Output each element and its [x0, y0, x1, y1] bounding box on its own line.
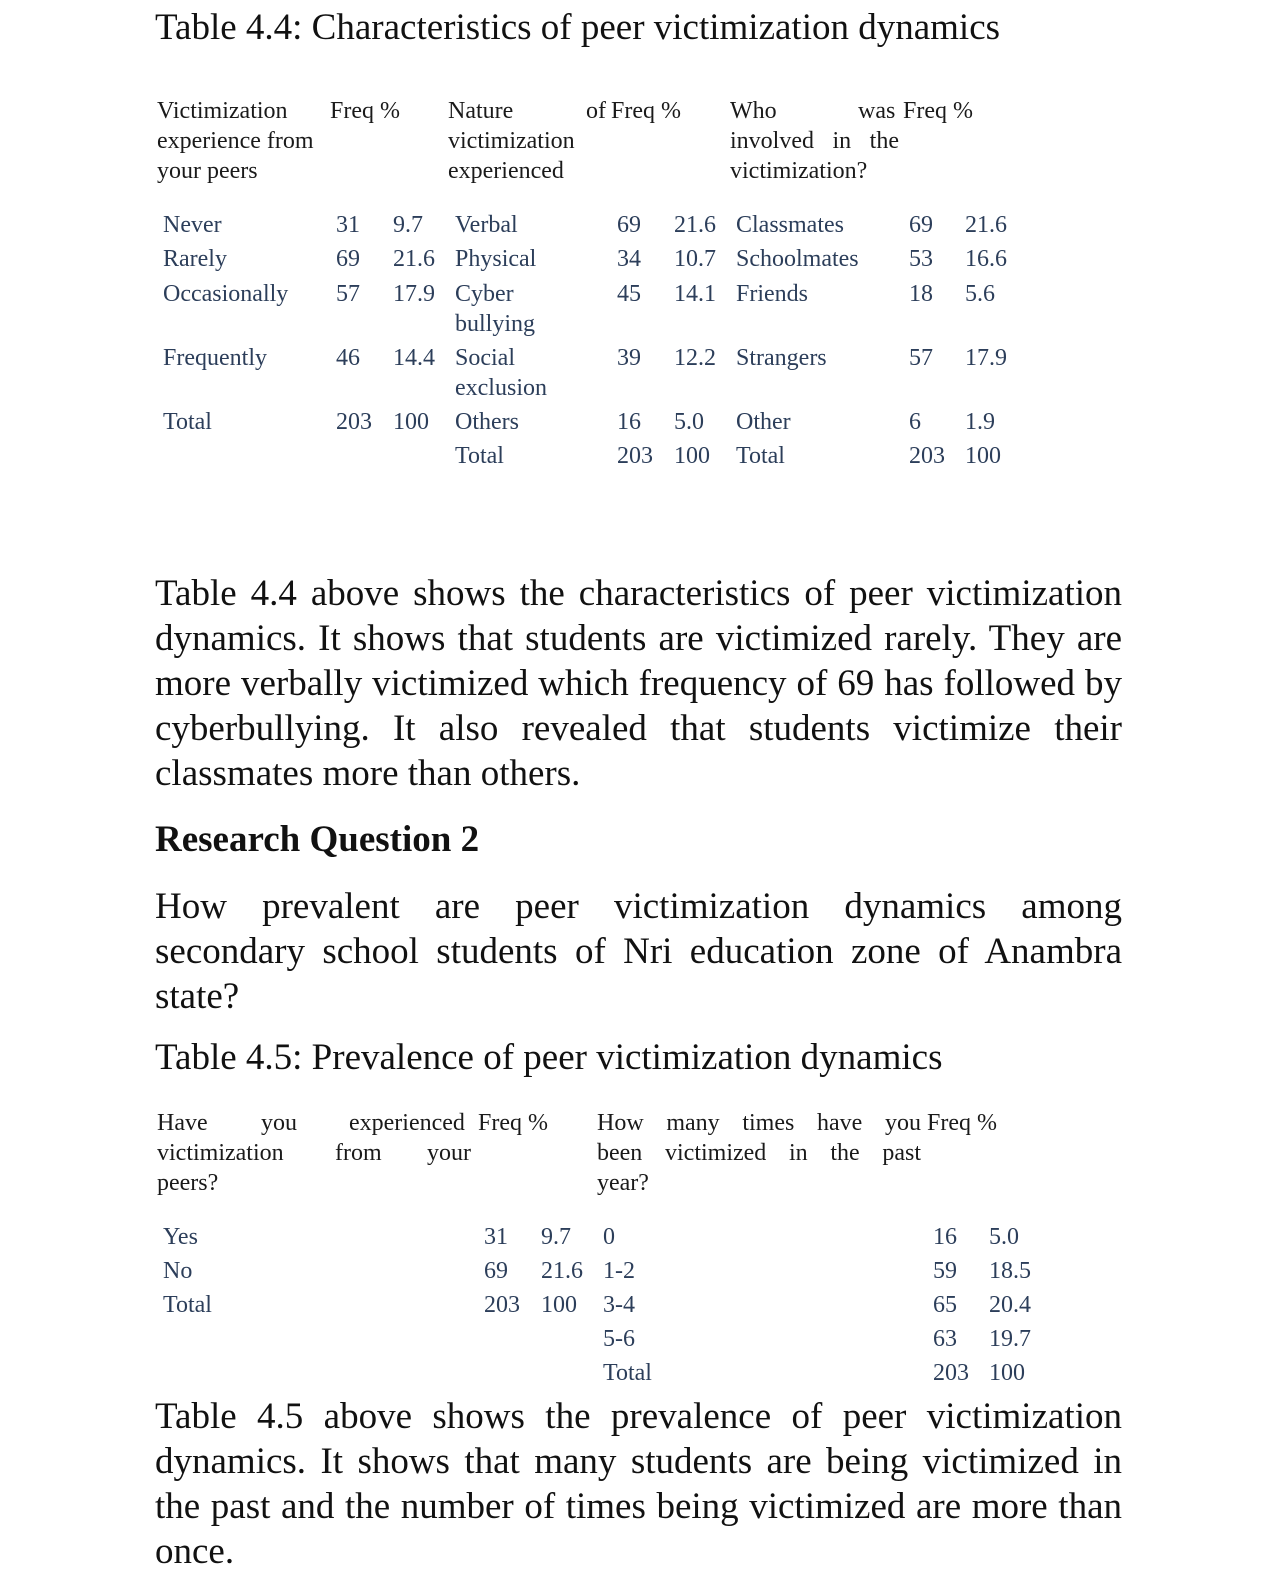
t44-header-freq-pct-3: Freq % [903, 98, 973, 124]
t44-c1-freq: 69 [336, 246, 360, 272]
t44-c2-label-line1: Cyber [455, 281, 514, 307]
t45-c2-pct: 18.5 [989, 1258, 1031, 1284]
t45-c1-pct: 9.7 [541, 1224, 571, 1250]
t45-c1-pct: 21.6 [541, 1258, 583, 1284]
paragraph-table-4-5-summary: Table 4.5 above shows the prevalence of peer victimization dynamics. It shows that many students are being victimized in the past and the number of times being victimized are more than once. [155, 1396, 1122, 1572]
t44-header-col2-line2: victimization [448, 128, 575, 154]
t44-c2-label-line2: exclusion [455, 375, 547, 401]
t44-header-col2-line1a: Nature [448, 98, 514, 124]
t44-header-col2-line3: experienced [448, 158, 564, 184]
t45-c2-freq: 59 [933, 1258, 957, 1284]
t45-c1-freq: 31 [484, 1224, 508, 1250]
t45-c2-label: Total [603, 1360, 652, 1386]
t45-header-freq-pct-2: Freq % [927, 1110, 997, 1136]
t44-c1-label: Total [163, 409, 212, 435]
t45-header-col2-line2: been victimized in the past [597, 1140, 921, 1166]
t45-c2-freq: 65 [933, 1292, 957, 1318]
t45-c2-label: 5-6 [603, 1326, 635, 1352]
t45-c2-pct: 5.0 [989, 1224, 1019, 1250]
t44-header-col3-line3: victimization? [730, 158, 868, 184]
t44-c2-pct: 21.6 [674, 212, 716, 238]
t45-header-freq-pct-1: Freq % [478, 1110, 548, 1136]
t44-c1-pct: 21.6 [393, 246, 435, 272]
paragraph-table-4-4-summary: Table 4.4 above shows the characteristics of peer victimization dynamics. It shows that students are victimized rarely. They are more verbally victimized which frequency of 69 has followed by cyberbullying. It also revealed that students victimize their classmates more than others. [155, 573, 1122, 794]
t45-header-col1-line1c: experienced [349, 1110, 465, 1136]
t45-c2-freq: 63 [933, 1326, 957, 1352]
t44-c2-pct: 14.1 [674, 281, 716, 307]
t44-c1-pct: 14.4 [393, 345, 435, 371]
t44-c2-freq: 34 [617, 246, 641, 272]
t44-c3-label: Other [736, 409, 791, 435]
t44-c3-pct: 5.6 [965, 281, 995, 307]
t44-header-col1-line3: your peers [157, 158, 258, 184]
t44-c3-pct: 21.6 [965, 212, 1007, 238]
t45-c1-freq: 69 [484, 1258, 508, 1284]
t44-header-col3-line2: involved in the [730, 128, 899, 154]
t44-c1-label: Occasionally [163, 281, 289, 307]
t44-header-freq-pct-1: Freq % [330, 98, 400, 124]
t44-c2-pct: 10.7 [674, 246, 716, 272]
t45-c2-pct: 19.7 [989, 1326, 1031, 1352]
research-question-2-text: How prevalent are peer victimization dynamics among secondary school students of Nri education zone of Anambra state? [155, 886, 1122, 1017]
t44-c3-pct: 17.9 [965, 345, 1007, 371]
t44-c2-pct: 5.0 [674, 409, 704, 435]
t45-c2-label: 0 [603, 1224, 615, 1250]
t45-c1-pct: 100 [541, 1292, 577, 1318]
t44-c1-pct: 9.7 [393, 212, 423, 238]
t44-c1-freq: 203 [336, 409, 372, 435]
t44-c1-pct: 100 [393, 409, 429, 435]
research-question-2-heading: Research Question 2 [155, 819, 480, 860]
t44-c2-label-line2: bullying [455, 311, 536, 337]
t44-c3-freq: 6 [909, 409, 921, 435]
t44-header-freq-pct-2: Freq % [611, 98, 681, 124]
t44-c1-label: Rarely [163, 246, 227, 272]
t45-header-col1-line2c: your [427, 1140, 471, 1166]
t45-c2-label: 1-2 [603, 1258, 635, 1284]
t44-c2-freq: 69 [617, 212, 641, 238]
t44-c1-freq: 46 [336, 345, 360, 371]
table-4-4-title: Table 4.4: Characteristics of peer victimization dynamics [155, 7, 1001, 48]
t44-c1-freq: 31 [336, 212, 360, 238]
t44-c3-freq: 69 [909, 212, 933, 238]
t44-c2-freq: 203 [617, 443, 653, 469]
t44-c2-label: Others [455, 409, 519, 435]
t44-header-col1-line2: experience from [157, 128, 314, 154]
t45-c2-freq: 16 [933, 1224, 957, 1250]
t45-c1-freq: 203 [484, 1292, 520, 1318]
t44-c2-pct: 100 [674, 443, 710, 469]
t44-c2-label: Verbal [455, 212, 518, 238]
t45-header-col1-line3: peers? [157, 1170, 219, 1196]
t45-c2-freq: 203 [933, 1360, 969, 1386]
t45-header-col2-line3: year? [597, 1170, 649, 1196]
t45-c1-label: Yes [163, 1224, 198, 1250]
t44-c1-label: Never [163, 212, 222, 238]
t44-c3-label: Friends [736, 281, 808, 307]
t44-c3-freq: 203 [909, 443, 945, 469]
t44-c2-freq: 16 [617, 409, 641, 435]
t45-c2-label: 3-4 [603, 1292, 635, 1318]
t44-header-col3-line1a: Who [730, 98, 777, 124]
t44-c3-pct: 1.9 [965, 409, 995, 435]
table-4-5-title: Table 4.5: Prevalence of peer victimization dynamics [155, 1037, 943, 1078]
t44-c3-freq: 53 [909, 246, 933, 272]
t45-header-col1-line2b: from [335, 1140, 382, 1166]
t44-c2-freq: 45 [617, 281, 641, 307]
t44-c3-label: Total [736, 443, 785, 469]
t44-c3-label: Schoolmates [736, 246, 859, 272]
t44-c3-pct: 100 [965, 443, 1001, 469]
t44-c1-pct: 17.9 [393, 281, 435, 307]
t45-header-col2-line1: How many times have you [597, 1110, 921, 1136]
t45-c2-pct: 100 [989, 1360, 1025, 1386]
t44-c2-label: Physical [455, 246, 537, 272]
t44-c2-freq: 39 [617, 345, 641, 371]
t44-header-col1-line1: Victimization [157, 98, 288, 124]
t44-c3-freq: 18 [909, 281, 933, 307]
t44-c2-label-line1: Social [455, 345, 515, 371]
t45-header-col1-line1b: you [261, 1110, 297, 1136]
t44-c1-freq: 57 [336, 281, 360, 307]
t45-header-col1-line2a: victimization [157, 1140, 284, 1166]
t44-c1-label: Frequently [163, 345, 267, 371]
t45-header-col1-line1a: Have [157, 1110, 208, 1136]
t45-c1-label: No [163, 1258, 193, 1284]
t45-c2-pct: 20.4 [989, 1292, 1031, 1318]
t44-c3-pct: 16.6 [965, 246, 1007, 272]
t44-c3-label: Classmates [736, 212, 844, 238]
t45-c1-label: Total [163, 1292, 212, 1318]
t44-header-col2-line1b: of [586, 98, 606, 124]
t44-c3-freq: 57 [909, 345, 933, 371]
t44-c2-pct: 12.2 [674, 345, 716, 371]
t44-header-col3-line1b: was [858, 98, 896, 124]
t44-c2-label: Total [455, 443, 504, 469]
t44-c3-label: Strangers [736, 345, 827, 371]
